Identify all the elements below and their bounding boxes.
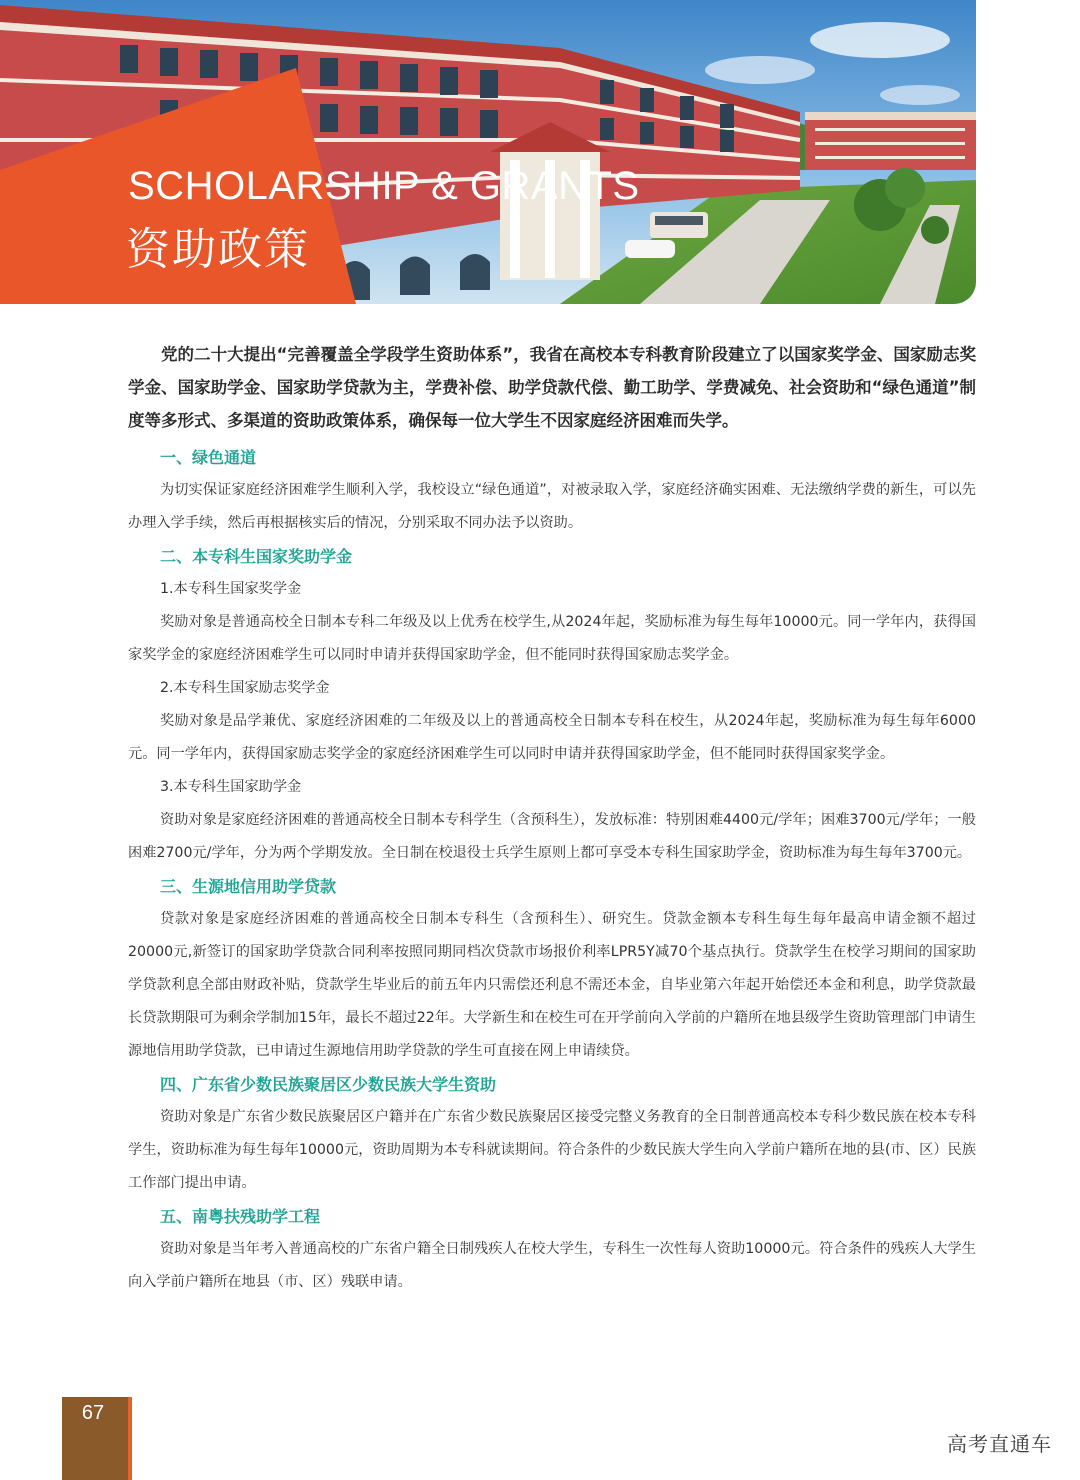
section-paragraph: 贷款对象是家庭经济困难的普通高校全日制本专科生（含预科生）、研究生。贷款金额本专科生每生每年最高申请金额不超过20000元,新签订的国家助学贷款合同利率按照同期同档次贷款市场报价利率LPR5Y减70个基点执行。贷款学生在校学习期间的国家助学贷款利息全部由财政补贴，贷款学生毕业后的前五年内只需偿还利息不需还本金，自毕业第六年起开始偿还本金和利息，助学贷款最长贷款期限可为剩余学制加15年，最长不超过22年。大学新生和在校生可在开学前向入学前的户籍所在地县级学生资助管理部门申请生源地信用助学贷款，已申请过生源地信用助学贷款的学生可直接在网上申请续贷。 (128, 911, 976, 1059)
page-tab-accent (128, 1397, 132, 1480)
section-paragraph: 为切实保证家庭经济困难学生顺利入学，我校设立“绿色通道”，对被录取入学，家庭经济确实困难、无法缴纳学费的新生，可以先办理入学手续，然后再根据核实后的情况，分别采取不同办法予以资助。 (128, 482, 976, 531)
watermark: 高考直通车 (947, 1432, 1052, 1456)
subsection-paragraph: 奖励对象是品学兼优、家庭经济困难的二年级及以上的普通高校全日制本专科在校生，从2024年起，奖励标准为每生每年6000元。同一学年内，获得国家励志奖学金的家庭经济困难学生可以同时申请并获得国家助学金，但不能同时获得国家奖学金。 (128, 713, 976, 762)
section-paragraph: 资助对象是广东省少数民族聚居区户籍并在广东省少数民族聚居区接受完整义务教育的全日制普通高校本专科少数民族在校本专科学生，资助标准为每生每年10000元，资助周期为本专科就读期间。符合条件的少数民族大学生向入学前户籍所在地的县(市、区）民族工作部门提出申请。 (128, 1109, 976, 1191)
section-heading-student-loan: 三、生源地信用助学贷款 (160, 877, 337, 896)
section-heading-disability-aid: 五、南粤扶残助学工程 (160, 1207, 321, 1226)
hero-banner (0, 0, 976, 304)
subsection-title: 1.本专科生国家奖学金 (160, 581, 302, 597)
section-heading-green-channel: 一、绿色通道 (160, 448, 257, 467)
subsection-title: 3.本专科生国家助学金 (160, 779, 302, 795)
intro-paragraph: 党的二十大提出“完善覆盖全学段学生资助体系”，我省在高校本专科教育阶段建立了以国家奖学金、国家励志奖学金、国家助学金、国家助学贷款为主，学费补偿、助学贷款代偿、勤工助学、学费减免、社会资助和“绿色通道”制度等多形式、多渠道的资助政策体系，确保每一位大学生不因家庭经济困难而失学。 (128, 345, 976, 430)
hero-title-english: SCHOLARSHIP & GRANTS (128, 164, 640, 208)
hero-title-chinese: 资助政策 (126, 224, 310, 275)
policy-content (128, 338, 976, 1299)
subsection-paragraph: 奖励对象是普通高校全日制本专科二年级及以上优秀在校学生,从2024年起，奖励标准为每生每年10000元。同一学年内，获得国家奖学金的家庭经济困难学生可以同时申请并获得国家助学金，但不能同时获得国家励志奖学金。 (128, 614, 976, 663)
section-heading-ethnic-minority-aid: 四、广东省少数民族聚居区少数民族大学生资助 (160, 1075, 497, 1094)
subsection-paragraph: 资助对象是家庭经济困难的普通高校全日制本专科学生（含预科生），发放标准：特别困难4400元/学年；困难3700元/学年；一般困难2700元/学年，分为两个学期发放。全日制在校退役士兵学生原则上都可享受本专科生国家助学金，资助标准为每生每年3700元。 (128, 812, 976, 861)
section-heading-national-scholarships: 二、本专科生国家奖助学金 (160, 547, 353, 566)
section-paragraph: 资助对象是当年考入普通高校的广东省户籍全日制残疾人在校大学生，专科生一次性每人资助10000元。符合条件的残疾人大学生向入学前户籍所在地县（市、区）残联申请。 (128, 1241, 976, 1290)
page-number: 67 (81, 1402, 105, 1424)
subsection-title: 2.本专科生国家励志奖学金 (160, 680, 330, 696)
